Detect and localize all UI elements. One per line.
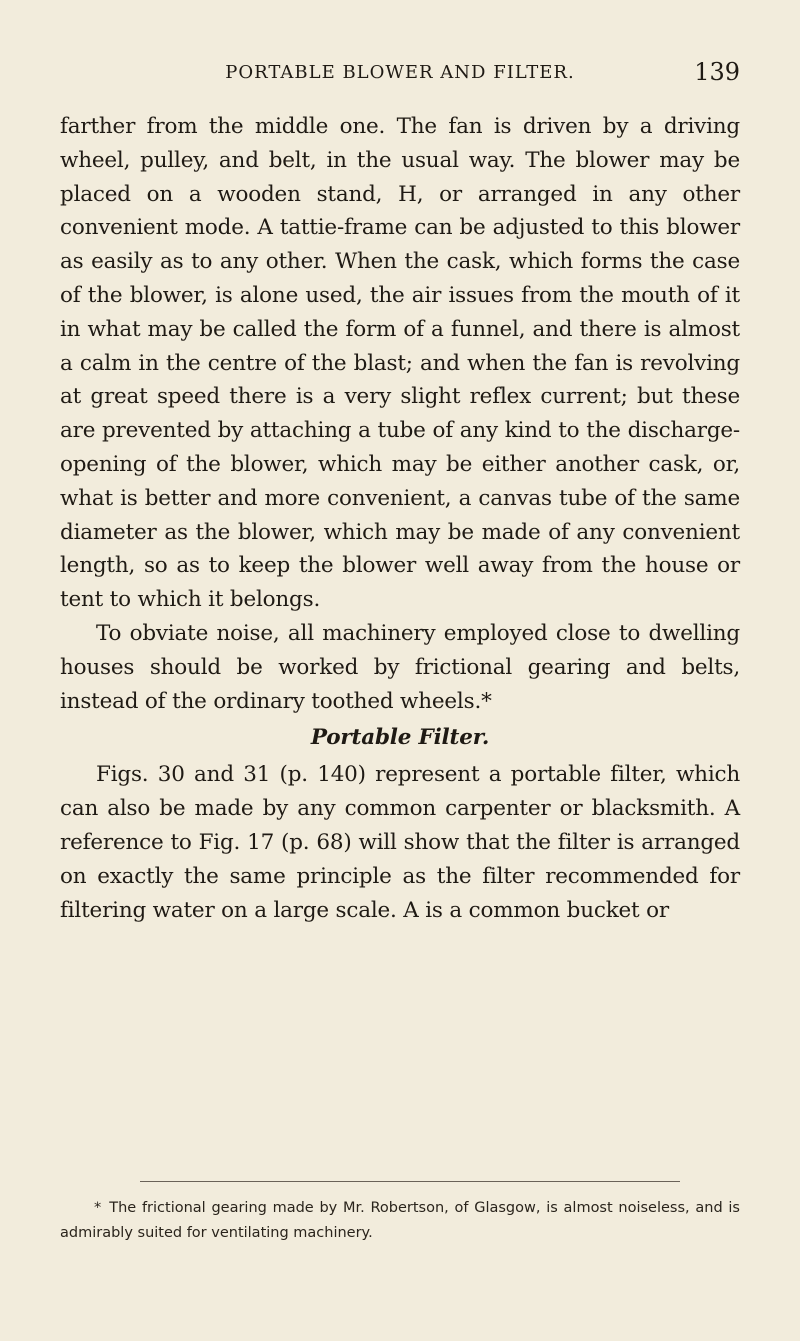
section-heading: Portable Filter.: [310, 725, 490, 751]
paragraph-3: Figs. 30 and 31 (p. 140) represent a portable filter, which can also be made by any common carpenter or blacksmith. A reference to Fig. 17 (p. 68) will show that the filter is arranged on exactly the same principle as the filter recommended for filtering water on a large scale. A is a common bucket or: [60, 762, 740, 923]
footnote-marker: *: [94, 1200, 102, 1216]
footnote-rule: [140, 1181, 680, 1182]
running-title: PORTABLE BLOWER AND FILTER.: [225, 62, 575, 83]
running-head: [60, 58, 740, 88]
footnote: [60, 1196, 740, 1246]
body-text: [60, 110, 740, 927]
paragraph-1: farther from the middle one. The fan is driven by a driving wheel, pulley, and belt, in the usual way. The blower may be placed on a wooden stand, H, or arranged in any other convenient mode. A tattie-frame can be adjusted to this blower as easily as to any other. When the cask, which forms the case of the blower, is alone used, the air issues from the mouth of it in what may be called the form of a funnel, and there is almost a calm in the centre of the blast; and when the fan is revolving at great speed there is a very slight reflex current; but these are prevented by attaching a tube of any kind to the discharge-opening of the blower, which may be either another cask, or, what is better and more convenient, a canvas tube of the same diameter as the blower, which may be made of any convenient length, so as to keep the blower well away from the house or tent to which it belongs.: [60, 114, 740, 613]
page-number: 139: [694, 58, 740, 86]
footnote-text: The frictional gearing made by Mr. Robertson, of Glasgow, is almost noiseless, and is admirably suited for ventilating machinery.: [60, 1200, 740, 1241]
paragraph-2: To obviate noise, all machinery employed close to dwelling houses should be worked by frictional gearing and belts, instead of the ordinary toothed wheels.*: [60, 620, 740, 714]
